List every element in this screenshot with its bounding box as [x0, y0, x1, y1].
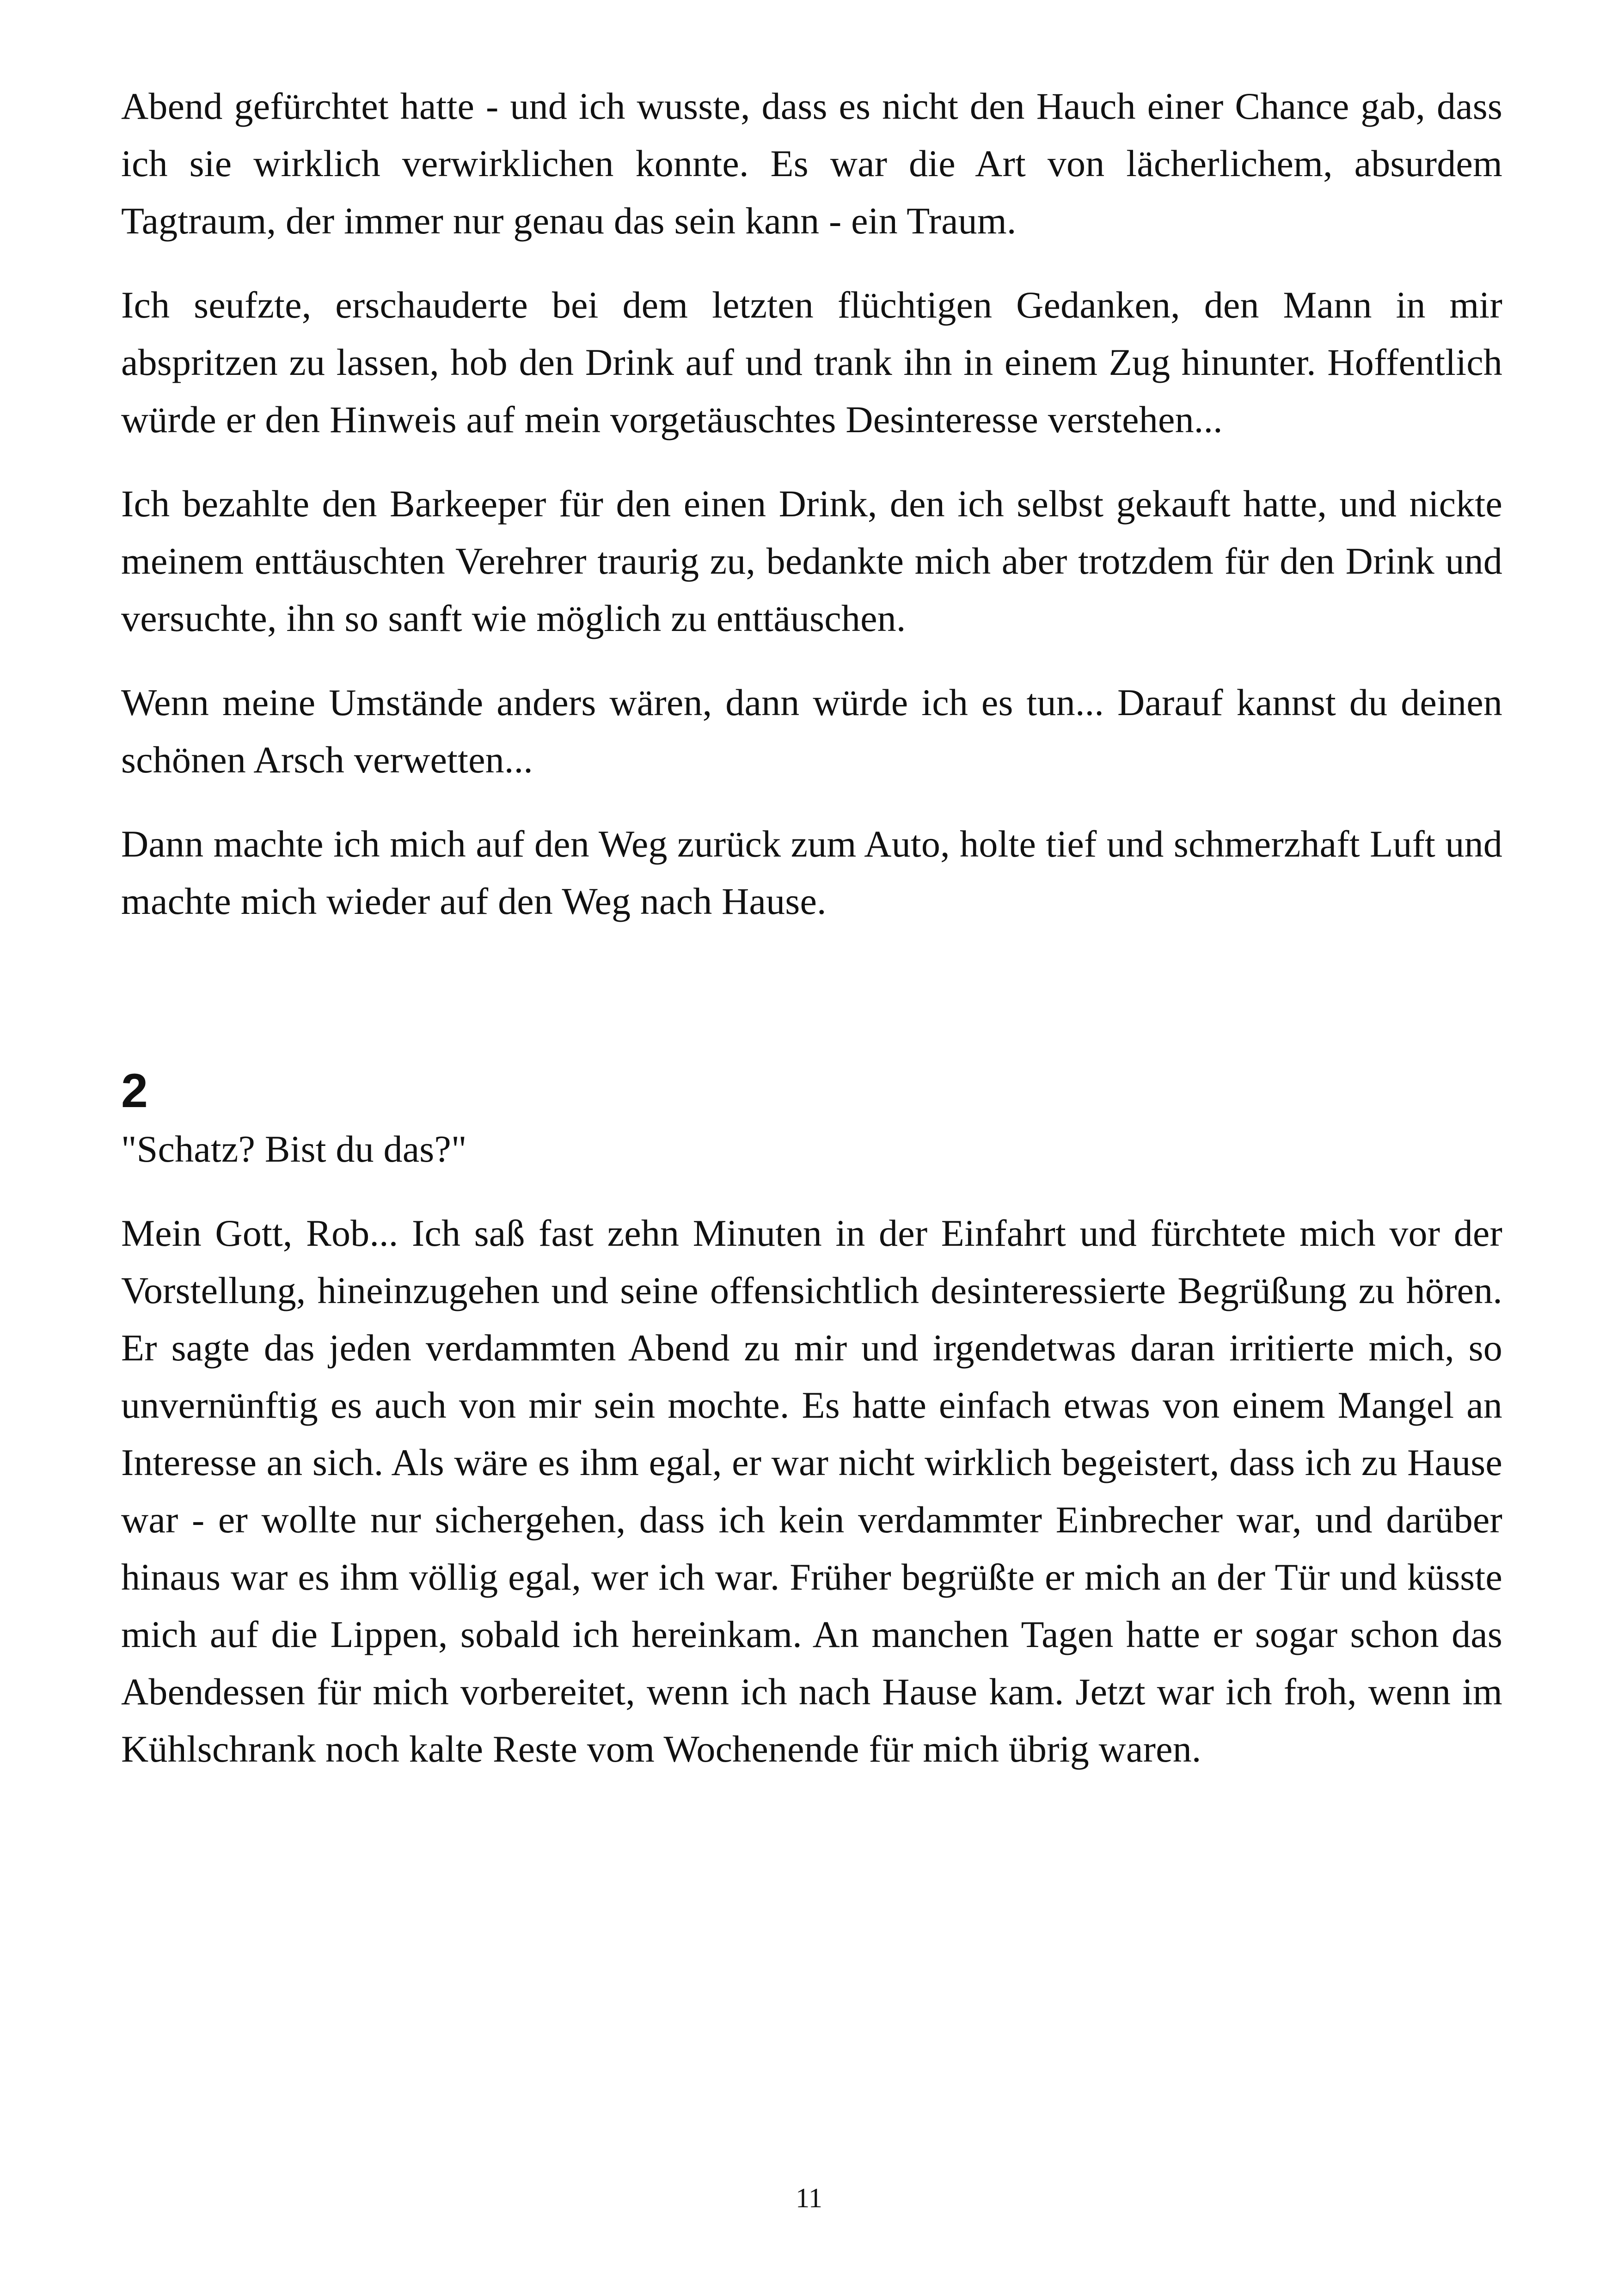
- paragraph: Dann machte ich mich auf den Weg zurück zum Auto, holte tief und schmerzhaft Luft und machte mich wieder auf den Weg nach Hause.: [121, 823, 1502, 922]
- chapter-heading: 2: [121, 1064, 148, 1118]
- paragraph: Ich bezahlte den Barkeeper für den einen Drink, den ich selbst gekauft hatte, und nickte meinem enttäuschten Verehrer traurig zu, bedankte mich aber trotzdem für den Drink und versuchte, ihn so sanft wie möglich zu enttäuschen.: [121, 483, 1502, 639]
- paragraph: Abend gefürchtet hatte - und ich wusste, dass es nicht den Hauch einer Chance gab, dass ich sie wirklich verwirklichen konnte. Es war die Art von lächerlichem, absurdem Tagtraum, der immer nur genau das sein kann - ein Traum.: [121, 85, 1502, 242]
- paragraph: Mein Gott, Rob... Ich saß fast zehn Minuten in der Einfahrt und fürchtete mich vor der Vorstellung, hineinzugehen und seine offensichtlich desinteressierte Begrüßung zu hören. Er sagte das jeden verdammten Abend zu mir und irgendetwas daran irritierte mich, so unvernünftig es auch von mir sein mochte. Es hatte einfach etwas von einem Mangel an Interesse an sich. Als wäre es ihm egal, er war nicht wirklich begeistert, dass ich zu Hause war - er wollte nur sichergehen, dass ich kein verdammter Einbrecher war, und darüber hinaus war es ihm völlig egal, wer ich war. Früher begrüßte er mich an der Tür und küsste mich auf die Lippen, sobald ich hereinkam. An manchen Tagen hatte er sogar schon das Abendessen für mich vorbereitet, wenn ich nach Hause kam. Jetzt war ich froh, wenn im Kühlschrank noch kalte Reste vom Wochenende für mich übrig waren.: [121, 1212, 1502, 1770]
- paragraph: Wenn meine Umstände anders wären, dann würde ich es tun... Darauf kannst du deinen schönen Arsch verwetten...: [121, 681, 1502, 781]
- paragraph: Ich seufzte, erschauderte bei dem letzten flüchtigen Gedanken, den Mann in mir abspritzen zu lassen, hob den Drink auf und trank ihn in einem Zug hinunter. Hoffentlich würde er den Hinweis auf mein vorgetäuschtes Desinteresse verstehen...: [121, 284, 1502, 441]
- chapter-opening-line: "Schatz? Bist du das?": [121, 1128, 467, 1170]
- page-number: 11: [796, 2183, 822, 2213]
